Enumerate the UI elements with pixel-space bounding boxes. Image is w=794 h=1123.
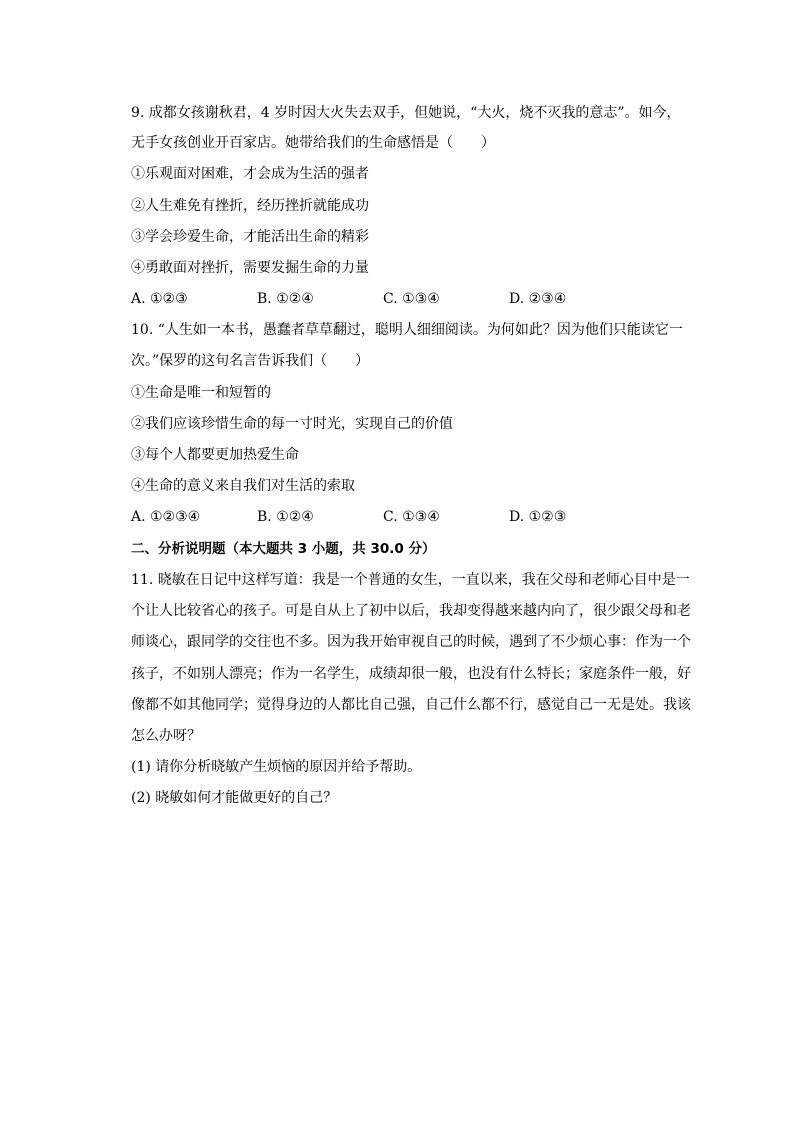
q10-option-a: A. ①②③④ bbox=[131, 509, 201, 525]
section-heading-text: 二、分析说明题（本大题共 3 小题，共 30.0 分） bbox=[131, 541, 436, 557]
q9-stem-line-2: 无手女孩创业开百家店。她带给我们的生命感悟是（ ） bbox=[131, 135, 495, 151]
q11-stem-line-6: 怎么办呀？ bbox=[131, 728, 201, 744]
q9-statement-2: ②人生难免有挫折，经历挫折就能成功 bbox=[131, 198, 369, 214]
q11-stem-line-5: 像都不如其他同学；觉得身边的人都比自己强，自己什么都不行，感觉自己一无是处。我该 bbox=[131, 697, 691, 713]
q9-option-b: B. ①②④ bbox=[257, 291, 314, 307]
q10-option-d: D. ①②③ bbox=[509, 509, 567, 525]
q10-statement-1: ①生命是唯一和短暂的 bbox=[131, 385, 271, 401]
q11-stem-line-1: 11. 晓敏在日记中这样写道：我是一个普通的女生，一直以来，我在父母和老师心目中是一 bbox=[131, 572, 690, 588]
q9-statement-1: ①乐观面对困难，才会成为生活的强者 bbox=[131, 166, 369, 182]
section-heading bbox=[131, 539, 436, 559]
q10-stem-line-1: 10. “人生如一本书，愚蠢者草草翻过，聪明人细细阅读。为何如此？因为他们只能读它一 bbox=[131, 322, 683, 338]
q11-subquestion-1: (1) 请你分析晓敏产生烦恼的原因并给予帮助。 bbox=[131, 759, 422, 775]
q9-stem-line-1: 9. 成都女孩谢秋君，4 岁时因大火失去双手，但她说，“大火，烧不灭我的意志”。如今， bbox=[131, 105, 681, 121]
q10-option-c: C. ①③④ bbox=[383, 509, 440, 525]
q10-statement-2: ②我们应该珍惜生命的每一寸时光，实现自己的价值 bbox=[131, 416, 453, 432]
q10-statement-3: ③每个人都要更加热爱生命 bbox=[131, 447, 299, 463]
q9-statement-4: ④勇敢面对挫折，需要发掘生命的力量 bbox=[131, 260, 369, 276]
q9-option-c: C. ①③④ bbox=[383, 291, 440, 307]
q11-stem-line-3: 师谈心，跟同学的交往也不多。因为我开始审视自己的时候，遇到了不少烦心事：作为一个 bbox=[131, 634, 691, 650]
q11-stem-line-4: 孩子，不如别人漂亮；作为一名学生，成绩却很一般，也没有什么特长；家庭条件一般，好 bbox=[131, 666, 691, 682]
q9-statement-3: ③学会珍爱生命，才能活出生命的精彩 bbox=[131, 229, 369, 245]
q10-stem-line-2: 次。”保罗的这句名言告诉我们（ ） bbox=[131, 353, 370, 369]
q9-option-a: A. ①②③ bbox=[131, 291, 188, 307]
q10-statement-4: ④生命的意义来自我们对生活的索取 bbox=[131, 478, 355, 494]
q11-stem-line-2: 个让人比较省心的孩子。可是自从上了初中以后，我却变得越来越内向了，很少跟父母和老 bbox=[131, 603, 691, 619]
q11-subquestion-2: (2) 晓敏如何才能做更好的自己？ bbox=[131, 790, 338, 806]
q10-option-b: B. ①②④ bbox=[257, 509, 314, 525]
q9-option-d: D. ②③④ bbox=[509, 291, 567, 307]
